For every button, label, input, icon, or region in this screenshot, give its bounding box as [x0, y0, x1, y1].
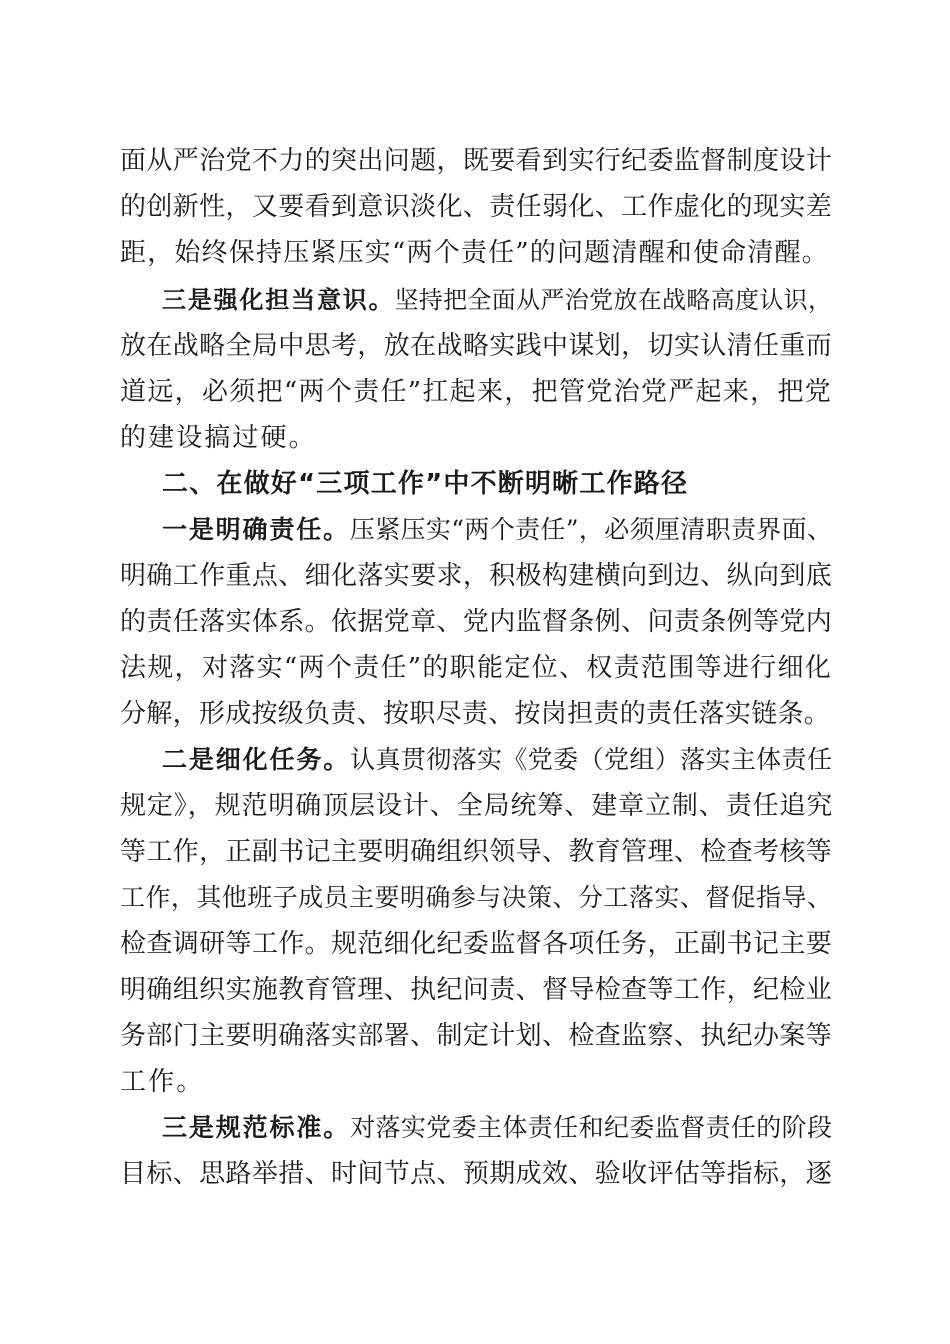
section-heading: 二、在做好“三项工作”中不断明晰工作路径 — [162, 469, 689, 499]
text-line: 的建设搞过硬。 — [120, 423, 317, 453]
paragraph-lead: 三是强化担当意识。 — [162, 286, 395, 314]
paragraph-first-line — [162, 510, 832, 550]
paragraph-first-line — [162, 280, 832, 320]
paragraph-lead: 二是细化任务。 — [162, 745, 351, 774]
text-line: 的责任落实体系。依据党章、党内监督条例、问责条例等党内 — [120, 607, 832, 637]
text-line: 工作。 — [120, 1067, 205, 1097]
paragraph-lead: 一是明确责任。 — [162, 515, 350, 544]
text-run: 认真贯彻落实《党委（党组）落实主体责任 — [350, 745, 832, 774]
text-line: 面从严治党不力的突出问题，既要看到实行纪委监督制度设计 — [120, 146, 832, 176]
text-run: 压紧压实“两个责任”，必须厘清职责界面、 — [349, 515, 832, 544]
text-line: 明确组织实施教育管理、执纪问责、督导检查等工作，纪检业 — [120, 975, 832, 1005]
text-line: 目标、思路举措、时间节点、预期成效、验收评估等指标，逐 — [120, 1159, 832, 1189]
text-line: 规定》，规范明确顶层设计、全局统筹、建章立制、责任追究 — [120, 791, 834, 821]
text-line: 放在战略全局中思考，放在战略实践中谋划，切实认清任重而 — [120, 331, 832, 361]
text-line: 检查调研等工作。规范细化纪委监督各项任务，正副书记主要 — [120, 929, 832, 959]
text-line: 务部门主要明确落实部署、制定计划、检查监察、执纪办案等 — [120, 1021, 832, 1051]
text-line: 分解，形成按级负责、按职尽责、按岗担责的责任落实链条。 — [120, 699, 831, 729]
paragraph-first-line — [162, 740, 832, 780]
paragraph-first-line — [162, 1108, 832, 1148]
text-line: 道远，必须把“两个责任”扛起来，把管党治党严起来，把党 — [120, 377, 832, 407]
text-line: 距，始终保持压紧压实“两个责任”的问题清醒和使命清醒。 — [120, 238, 829, 268]
text-run: 对落实党委主体责任和纪委监督责任的阶段 — [350, 1113, 832, 1142]
text-line: 法规，对落实“两个责任”的职能定位、权责范围等进行细化 — [120, 653, 832, 683]
paragraph-lead: 三是规范标准。 — [162, 1113, 351, 1142]
text-line: 工作，其他班子成员主要明确参与决策、分工落实、督促指导、 — [120, 883, 832, 912]
text-line: 等工作，正副书记主要明确组织领导、教育管理、检查考核等 — [120, 837, 832, 867]
text-line: 的创新性，又要看到意识淡化、责任弱化、工作虚化的现实差 — [120, 192, 832, 222]
text-run: 坚持把全面从严治党放在战略高度认识， — [394, 286, 833, 314]
text-line: 明确工作重点、细化落实要求，积极构建横向到边、纵向到底 — [120, 561, 832, 591]
